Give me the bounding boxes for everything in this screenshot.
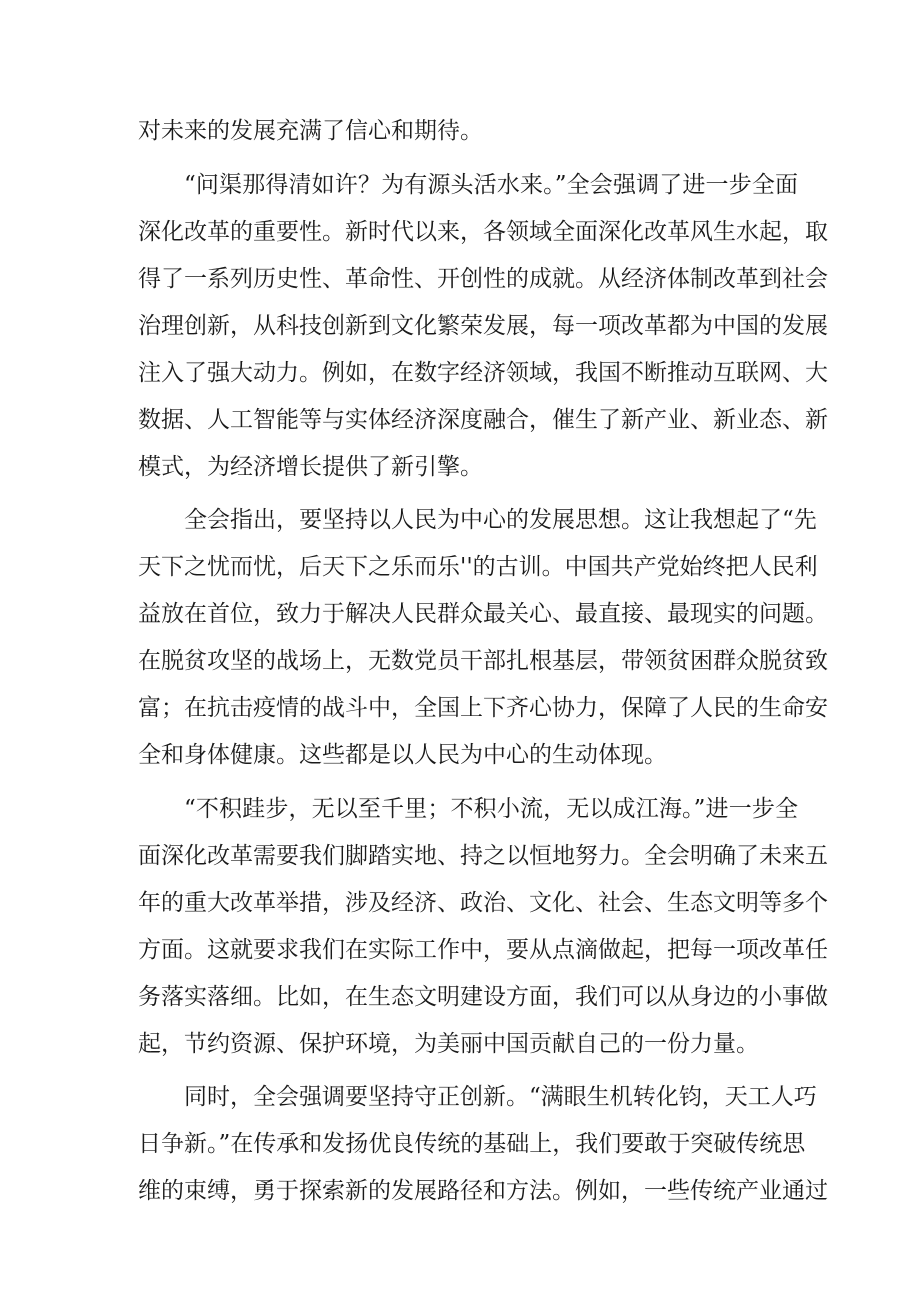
text-line: “不积跬步，无以至千里；不积小流，无以成江海。”进一步全 [184,796,798,822]
text-line: 维的束缚，勇于探索新的发展路径和方法。例如，一些传统产业通过 [138,1178,828,1204]
text-line: “问渠那得清如许？为有源头活水来。”全会强调了进一步全面 [184,172,798,198]
text-line: 方面。这就要求我们在实际工作中，要从点滴做起，把每一项改革任 [138,937,828,963]
text-line: 数据、人工智能等与实体经济深度融合，催生了新产业、新业态、新 [138,407,828,433]
text-line: 得了一系列历史性、革命性、开创性的成就。从经济体制改革到社会 [138,266,828,292]
text-line: 年的重大改革举措，涉及经济、政治、文化、社会、生态文明等多个 [138,890,828,916]
text-line: 务落实落细。比如，在生态文明建设方面，我们可以从身边的小事做 [138,984,828,1010]
text-line: 全和身体健康。这些都是以人民为中心的生动体现。 [138,742,667,768]
text-line: 深化改革的重要性。新时代以来，各领域全面深化改革风生水起，取 [138,219,828,245]
text-line: 对未来的发展充满了信心和期待。 [138,118,483,144]
text-line: 富；在抗击疫情的战斗中，全国上下齐心协力，保障了人民的生命安 [138,695,828,721]
text-line: 天下之忧而忧，后天下之乐而乐''的古训。中国共产党始终把人民利 [138,554,818,580]
text-line: 模式，为经济增长提供了新引擎。 [138,454,483,480]
text-line: 全会指出，要坚持以人民为中心的发展思想。这让我想起了“先 [184,507,817,533]
text-line: 在脱贫攻坚的战场上，无数党员干部扎根基层，带领贫困群众脱贫致 [138,648,828,674]
text-line: 同时，全会强调要坚持守正创新。“满眼生机转化钧，天工人巧 [184,1084,817,1110]
text-line: 日争新。”在传承和发扬优良传统的基础上，我们要敢于突破传统思 [138,1131,806,1157]
text-line: 起，节约资源、保护环境，为美丽中国贡献自己的一份力量。 [138,1031,759,1057]
text-line: 治理创新，从科技创新到文化繁荣发展，每一项改革都为中国的发展 [138,313,828,339]
text-line: 注入了强大动力。例如，在数字经济领域，我国不断推动互联网、大 [138,360,828,386]
text-line: 益放在首位，致力于解决人民群众最关心、最直接、最现实的问题。 [138,601,828,627]
text-line: 面深化改革需要我们脚踏实地、持之以恒地努力。全会明确了未来五 [138,843,828,869]
